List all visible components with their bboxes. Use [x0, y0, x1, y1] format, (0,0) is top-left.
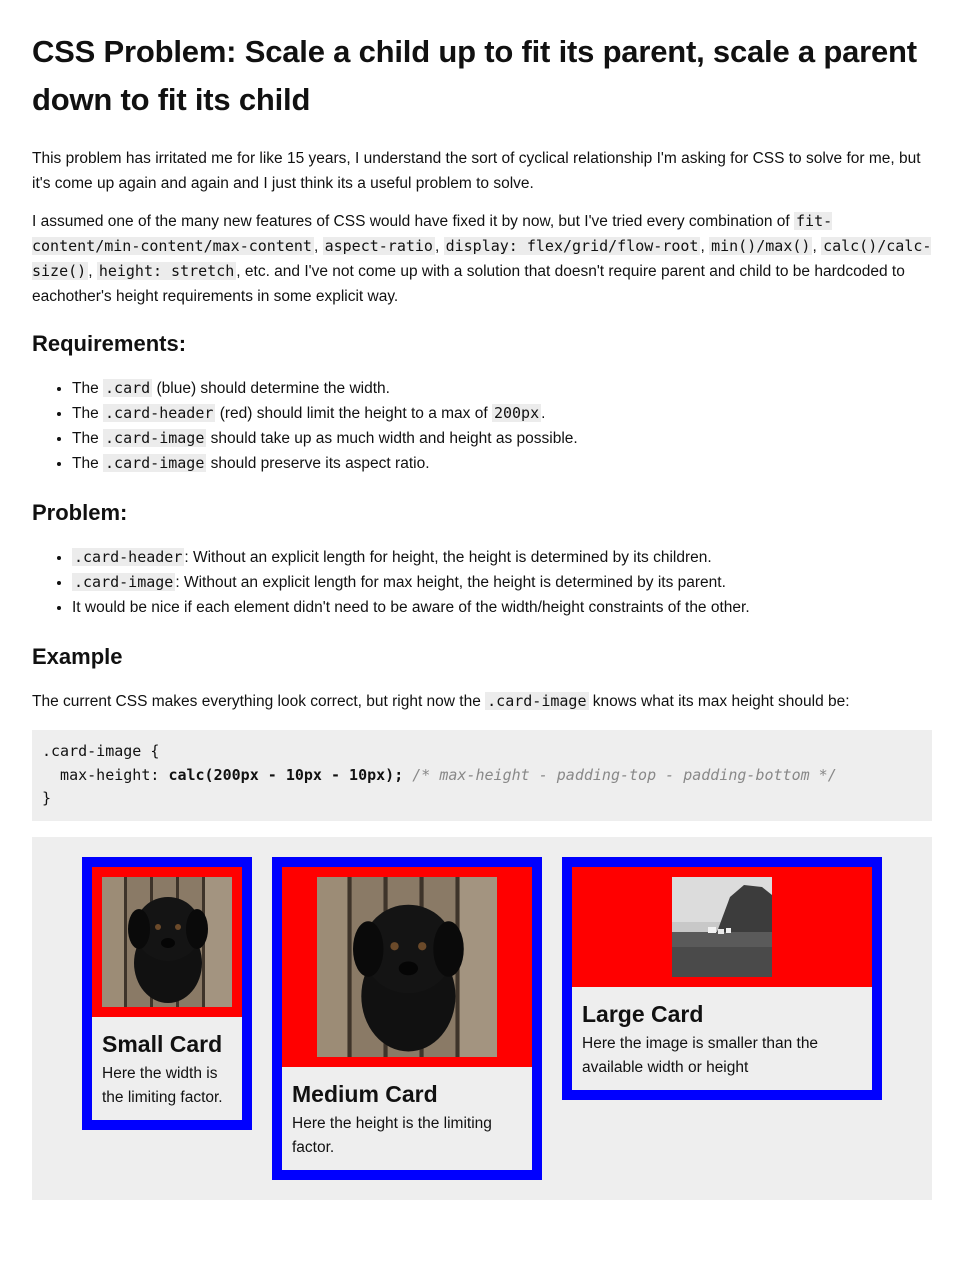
item-text: : Without an explicit length for max height, the height is determined by its parent. [175, 574, 726, 591]
inline-code: .card-image [105, 429, 205, 447]
inline-code: .card [105, 379, 151, 397]
card-title: Medium Card [292, 1080, 438, 1107]
attempts-text-start: I assumed one of the many new features of CSS would have fixed it by now, but I've tried every combination of [32, 213, 795, 230]
inline-code: .card-image [105, 454, 205, 472]
separator: , [313, 238, 323, 255]
card-body [572, 987, 872, 1090]
requirements-heading: Requirements: [32, 331, 187, 356]
item-text: The [72, 405, 104, 422]
article [0, 28, 967, 1200]
card-body [282, 1067, 532, 1170]
card-text: Here the width is the limiting factor. [102, 1064, 223, 1106]
example-paragraph [32, 689, 932, 714]
list-item [72, 595, 932, 620]
code-line: .card-image { [42, 742, 160, 760]
attempts-text-end: , etc. and I've not come up with a solution that doesn't require parent and child to be hardcoded to eachother's height requirements in some explicit way. [32, 263, 905, 305]
separator: , [434, 238, 444, 255]
problem-heading: Problem: [32, 500, 128, 525]
coastal-cliff-village-photo [672, 877, 772, 977]
separator: , [812, 238, 822, 255]
item-text: should take up as much width and height as possible. [206, 430, 578, 447]
example-heading: Example [32, 644, 123, 669]
separator: , [88, 263, 97, 280]
item-text: (blue) should determine the width. [152, 380, 390, 397]
item-text: should preserve its aspect ratio. [206, 455, 430, 472]
card-text: Here the image is smaller than the available width or height [582, 1034, 819, 1076]
card-header [572, 867, 872, 987]
inline-code: min()/max() [711, 237, 811, 255]
item-text: The [72, 455, 104, 472]
item-text: It would be nice if each element didn't need to be aware of the width/height constraints of the other. [72, 599, 750, 616]
list-item [72, 451, 932, 476]
card-title: Small Card [102, 1030, 223, 1057]
card-header [282, 867, 532, 1067]
inline-code: calc()/calc-size() [32, 237, 932, 280]
black-puppy-photo [317, 877, 497, 1057]
intro-paragraph: This problem has irritated me for like 15 years, I understand the sort of cyclical relationship I'm asking for CSS to solve for me, but it's come up again and again and I just think its a useful problem to solve. [32, 150, 921, 192]
requirements-list [32, 376, 932, 476]
inline-code: 200px [493, 404, 540, 422]
item-text: : Without an explicit length for height, the height is determined by its children. [184, 549, 712, 566]
inline-code: .card-image [487, 692, 587, 710]
inline-code: .card-header [105, 404, 214, 422]
card-body [92, 1017, 242, 1120]
separator: , [700, 238, 710, 255]
example-text-end: knows what its max height should be: [588, 693, 850, 710]
item-text: . [541, 405, 546, 422]
code-property: max-height: [42, 765, 169, 784]
item-text: (red) should limit the height to a max of [215, 405, 492, 422]
inline-code: aspect-ratio [324, 237, 433, 255]
list-item [72, 426, 932, 451]
list-item [72, 570, 932, 595]
black-puppy-photo [102, 877, 232, 1007]
inline-code: fit-content/min-content/max-content [32, 212, 833, 255]
page-title: CSS Problem: Scale a child up to fit its parent, scale a parent down to fit its child [32, 34, 917, 117]
example-text-start: The current CSS makes everything look correct, but right now the [32, 693, 486, 710]
attempts-paragraph [32, 209, 932, 309]
card-title: Large Card [582, 1000, 704, 1027]
inline-code: display: flex/grid/flow-root [445, 237, 699, 255]
small-card [82, 857, 252, 1130]
code-comment: /* max-height - padding-top - padding-bottom */ [403, 765, 837, 784]
code-value: calc(200px - 10px - 10px); [168, 765, 404, 784]
card-text: Here the height is the limiting factor. [292, 1114, 492, 1156]
item-text: The [72, 430, 104, 447]
code-line: } [42, 789, 52, 807]
problem-list [32, 545, 932, 620]
medium-card [272, 857, 542, 1180]
list-item [72, 376, 932, 401]
list-item [72, 545, 932, 570]
code-block [32, 730, 932, 821]
list-item [72, 401, 932, 426]
large-card [562, 857, 882, 1100]
inline-code: .card-header [74, 548, 183, 566]
card-demo [32, 837, 932, 1200]
item-text: The [72, 380, 104, 397]
card-header [92, 867, 242, 1017]
inline-code: .card-image [74, 573, 174, 591]
inline-code: height: stretch [98, 262, 235, 280]
